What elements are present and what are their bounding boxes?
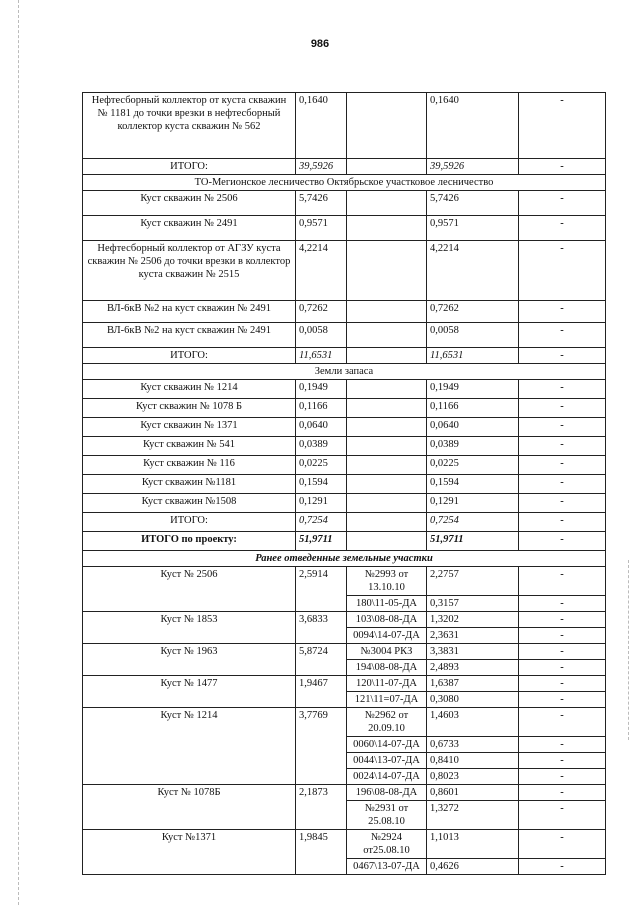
group-value: 0,4626: [427, 859, 519, 875]
table-row: [83, 348, 606, 364]
group-area: 2,5914: [296, 567, 347, 612]
row-area: 0,1291: [296, 494, 347, 513]
group-value: 0,3157: [427, 596, 519, 612]
left-margin-line: [18, 0, 19, 905]
group-doc: 0044\13-07-ДА: [347, 753, 427, 769]
group-doc: 120\11-07-ДА: [347, 676, 427, 692]
row-area: 0,0640: [296, 418, 347, 437]
group-doc: №2962 от 20.09.10: [347, 708, 427, 737]
row-note: -: [519, 475, 606, 494]
group-row: [83, 708, 606, 737]
table-row: [83, 399, 606, 418]
group-value: 2,4893: [427, 660, 519, 676]
row-name: Куст скважин № 1214: [83, 380, 296, 399]
group-name: Куст № 1853: [83, 612, 296, 644]
group-note: -: [519, 596, 606, 612]
row-area: 0,1949: [296, 380, 347, 399]
group-row: [83, 612, 606, 628]
group-note: -: [519, 753, 606, 769]
section-header-row: [83, 175, 606, 191]
row-total: 0,1949: [427, 380, 519, 399]
group-area: 1,9467: [296, 676, 347, 708]
group-value: 0,3080: [427, 692, 519, 708]
row-total: 0,7262: [427, 301, 519, 323]
table-row: [83, 216, 606, 241]
row-note: -: [519, 159, 606, 175]
section-title: Земли запаса: [83, 364, 606, 380]
row-note: -: [519, 241, 606, 301]
row-name: Куст скважин № 1078 Б: [83, 399, 296, 418]
group-note: -: [519, 567, 606, 596]
table-row: [83, 475, 606, 494]
group-doc: 0094\14-07-ДА: [347, 628, 427, 644]
table-row: [83, 380, 606, 399]
row-area: 0,0225: [296, 456, 347, 475]
row-doc-empty: [347, 348, 427, 364]
group-row: [83, 676, 606, 692]
row-area: 4,2214: [296, 241, 347, 301]
group-value: 2,2757: [427, 567, 519, 596]
table-row: [83, 494, 606, 513]
group-value: 1,6387: [427, 676, 519, 692]
group-value: 0,6733: [427, 737, 519, 753]
group-doc: 0024\14-07-ДА: [347, 769, 427, 785]
row-doc-empty: [347, 513, 427, 532]
group-row: [83, 785, 606, 801]
row-doc-empty: [347, 159, 427, 175]
group-note: -: [519, 859, 606, 875]
group-doc: 0467\13-07-ДА: [347, 859, 427, 875]
row-total: 0,9571: [427, 216, 519, 241]
row-note: -: [519, 216, 606, 241]
table-row: [83, 437, 606, 456]
group-value: 0,8410: [427, 753, 519, 769]
table-row: [83, 456, 606, 475]
row-name: Нефтесборный коллектор от куста скважин № 1181 до точки врезки в нефтесборный коллектор куста скважин № 562: [83, 93, 296, 159]
row-name: ВЛ-6кВ №2 на куст скважин № 2491: [83, 301, 296, 323]
group-area: 5,8724: [296, 644, 347, 676]
row-name: Куст скважин № 541: [83, 437, 296, 456]
row-note: -: [519, 348, 606, 364]
row-area: 0,1594: [296, 475, 347, 494]
row-doc-empty: [347, 380, 427, 399]
row-area: 0,1640: [296, 93, 347, 159]
group-value: 0,8023: [427, 769, 519, 785]
row-note: -: [519, 399, 606, 418]
table-body: [83, 93, 606, 875]
row-name: Куст скважин № 2506: [83, 191, 296, 216]
group-doc: №2924 от25.08.10: [347, 830, 427, 859]
group-note: -: [519, 660, 606, 676]
group-doc: №2931 от 25.08.10: [347, 801, 427, 830]
group-note: -: [519, 801, 606, 830]
table-row: [83, 513, 606, 532]
row-total: 5,7426: [427, 191, 519, 216]
row-total: 0,0640: [427, 418, 519, 437]
group-doc: 121\11=07-ДА: [347, 692, 427, 708]
row-doc-empty: [347, 191, 427, 216]
row-total: 0,1291: [427, 494, 519, 513]
row-name: Куст скважин №1508: [83, 494, 296, 513]
group-value: 2,3631: [427, 628, 519, 644]
row-doc-empty: [347, 494, 427, 513]
group-name: Куст № 1078Б: [83, 785, 296, 830]
table-row: [83, 418, 606, 437]
table-row: [83, 93, 606, 159]
group-note: -: [519, 612, 606, 628]
row-total: 39,5926: [427, 159, 519, 175]
table-row: [83, 241, 606, 301]
table-row: [83, 301, 606, 323]
group-value: 0,8601: [427, 785, 519, 801]
group-name: Куст № 1477: [83, 676, 296, 708]
row-name: Нефтесборный коллектор от АГЗУ куста скважин № 2506 до точки врезки в коллектор куста скважин № 2515: [83, 241, 296, 301]
row-note: -: [519, 418, 606, 437]
row-area: 51,9711: [296, 532, 347, 551]
table-row: [83, 159, 606, 175]
row-note: -: [519, 93, 606, 159]
row-total: 11,6531: [427, 348, 519, 364]
group-value: 1,3272: [427, 801, 519, 830]
group-row: [83, 830, 606, 859]
row-name: Куст скважин № 1371: [83, 418, 296, 437]
row-doc-empty: [347, 216, 427, 241]
row-doc-empty: [347, 437, 427, 456]
row-area: 39,5926: [296, 159, 347, 175]
group-doc: 194\08-08-ДА: [347, 660, 427, 676]
table-row: [83, 532, 606, 551]
row-name: Куст скважин №1181: [83, 475, 296, 494]
section-title: Ранее отведенные земельные участки: [83, 551, 606, 567]
group-name: Куст № 2506: [83, 567, 296, 612]
group-note: -: [519, 830, 606, 859]
row-total: 0,1640: [427, 93, 519, 159]
table-row: [83, 323, 606, 348]
group-doc: №3004 РКЗ: [347, 644, 427, 660]
row-note: -: [519, 532, 606, 551]
group-name: Куст № 1214: [83, 708, 296, 785]
row-name: Куст скважин № 116: [83, 456, 296, 475]
row-note: -: [519, 456, 606, 475]
land-allocation-table: [82, 92, 606, 875]
row-total: 0,0389: [427, 437, 519, 456]
group-value: 1,3202: [427, 612, 519, 628]
row-doc-empty: [347, 399, 427, 418]
row-total: 4,2214: [427, 241, 519, 301]
row-total: 0,0058: [427, 323, 519, 348]
group-value: 3,3831: [427, 644, 519, 660]
group-note: -: [519, 785, 606, 801]
right-margin-line: [628, 560, 629, 740]
section-title: ТО-Мегионское лесничество Октябрьское участковое лесничество: [83, 175, 606, 191]
group-doc: 196\08-08-ДА: [347, 785, 427, 801]
row-note: -: [519, 513, 606, 532]
row-total: 0,0225: [427, 456, 519, 475]
row-note: -: [519, 301, 606, 323]
row-area: 5,7426: [296, 191, 347, 216]
row-area: 0,1166: [296, 399, 347, 418]
row-note: -: [519, 191, 606, 216]
row-area: 0,0389: [296, 437, 347, 456]
row-note: -: [519, 494, 606, 513]
row-note: -: [519, 437, 606, 456]
row-area: 0,0058: [296, 323, 347, 348]
group-area: 2,1873: [296, 785, 347, 830]
group-note: -: [519, 769, 606, 785]
group-doc: №2993 от 13.10.10: [347, 567, 427, 596]
group-note: -: [519, 708, 606, 737]
row-area: 0,7254: [296, 513, 347, 532]
row-name: ВЛ-6кВ №2 на куст скважин № 2491: [83, 323, 296, 348]
group-note: -: [519, 628, 606, 644]
section-header-row: [83, 551, 606, 567]
row-doc-empty: [347, 532, 427, 551]
table-row: [83, 191, 606, 216]
row-name: ИТОГО по проекту:: [83, 532, 296, 551]
row-name: ИТОГО:: [83, 513, 296, 532]
group-row: [83, 644, 606, 660]
group-doc: 0060\14-07-ДА: [347, 737, 427, 753]
group-note: -: [519, 737, 606, 753]
row-note: -: [519, 323, 606, 348]
row-total: 0,1594: [427, 475, 519, 494]
group-area: 3,6833: [296, 612, 347, 644]
row-doc-empty: [347, 93, 427, 159]
group-doc: 180\11-05-ДА: [347, 596, 427, 612]
row-name: Куст скважин № 2491: [83, 216, 296, 241]
group-row: [83, 567, 606, 596]
row-area: 11,6531: [296, 348, 347, 364]
group-value: 1,1013: [427, 830, 519, 859]
section-header-row: [83, 364, 606, 380]
row-note: -: [519, 380, 606, 399]
group-name: Куст №1371: [83, 830, 296, 875]
group-doc: 103\08-08-ДА: [347, 612, 427, 628]
row-total: 0,7254: [427, 513, 519, 532]
row-area: 0,9571: [296, 216, 347, 241]
row-total: 0,1166: [427, 399, 519, 418]
row-name: ИТОГО:: [83, 159, 296, 175]
group-name: Куст № 1963: [83, 644, 296, 676]
group-area: 1,9845: [296, 830, 347, 875]
group-note: -: [519, 644, 606, 660]
group-note: -: [519, 692, 606, 708]
row-doc-empty: [347, 241, 427, 301]
row-doc-empty: [347, 456, 427, 475]
row-doc-empty: [347, 323, 427, 348]
row-doc-empty: [347, 301, 427, 323]
row-doc-empty: [347, 418, 427, 437]
group-note: -: [519, 676, 606, 692]
row-total: 51,9711: [427, 532, 519, 551]
group-area: 3,7769: [296, 708, 347, 785]
group-value: 1,4603: [427, 708, 519, 737]
row-name: ИТОГО:: [83, 348, 296, 364]
page-number: 986: [310, 38, 330, 50]
row-doc-empty: [347, 475, 427, 494]
row-area: 0,7262: [296, 301, 347, 323]
